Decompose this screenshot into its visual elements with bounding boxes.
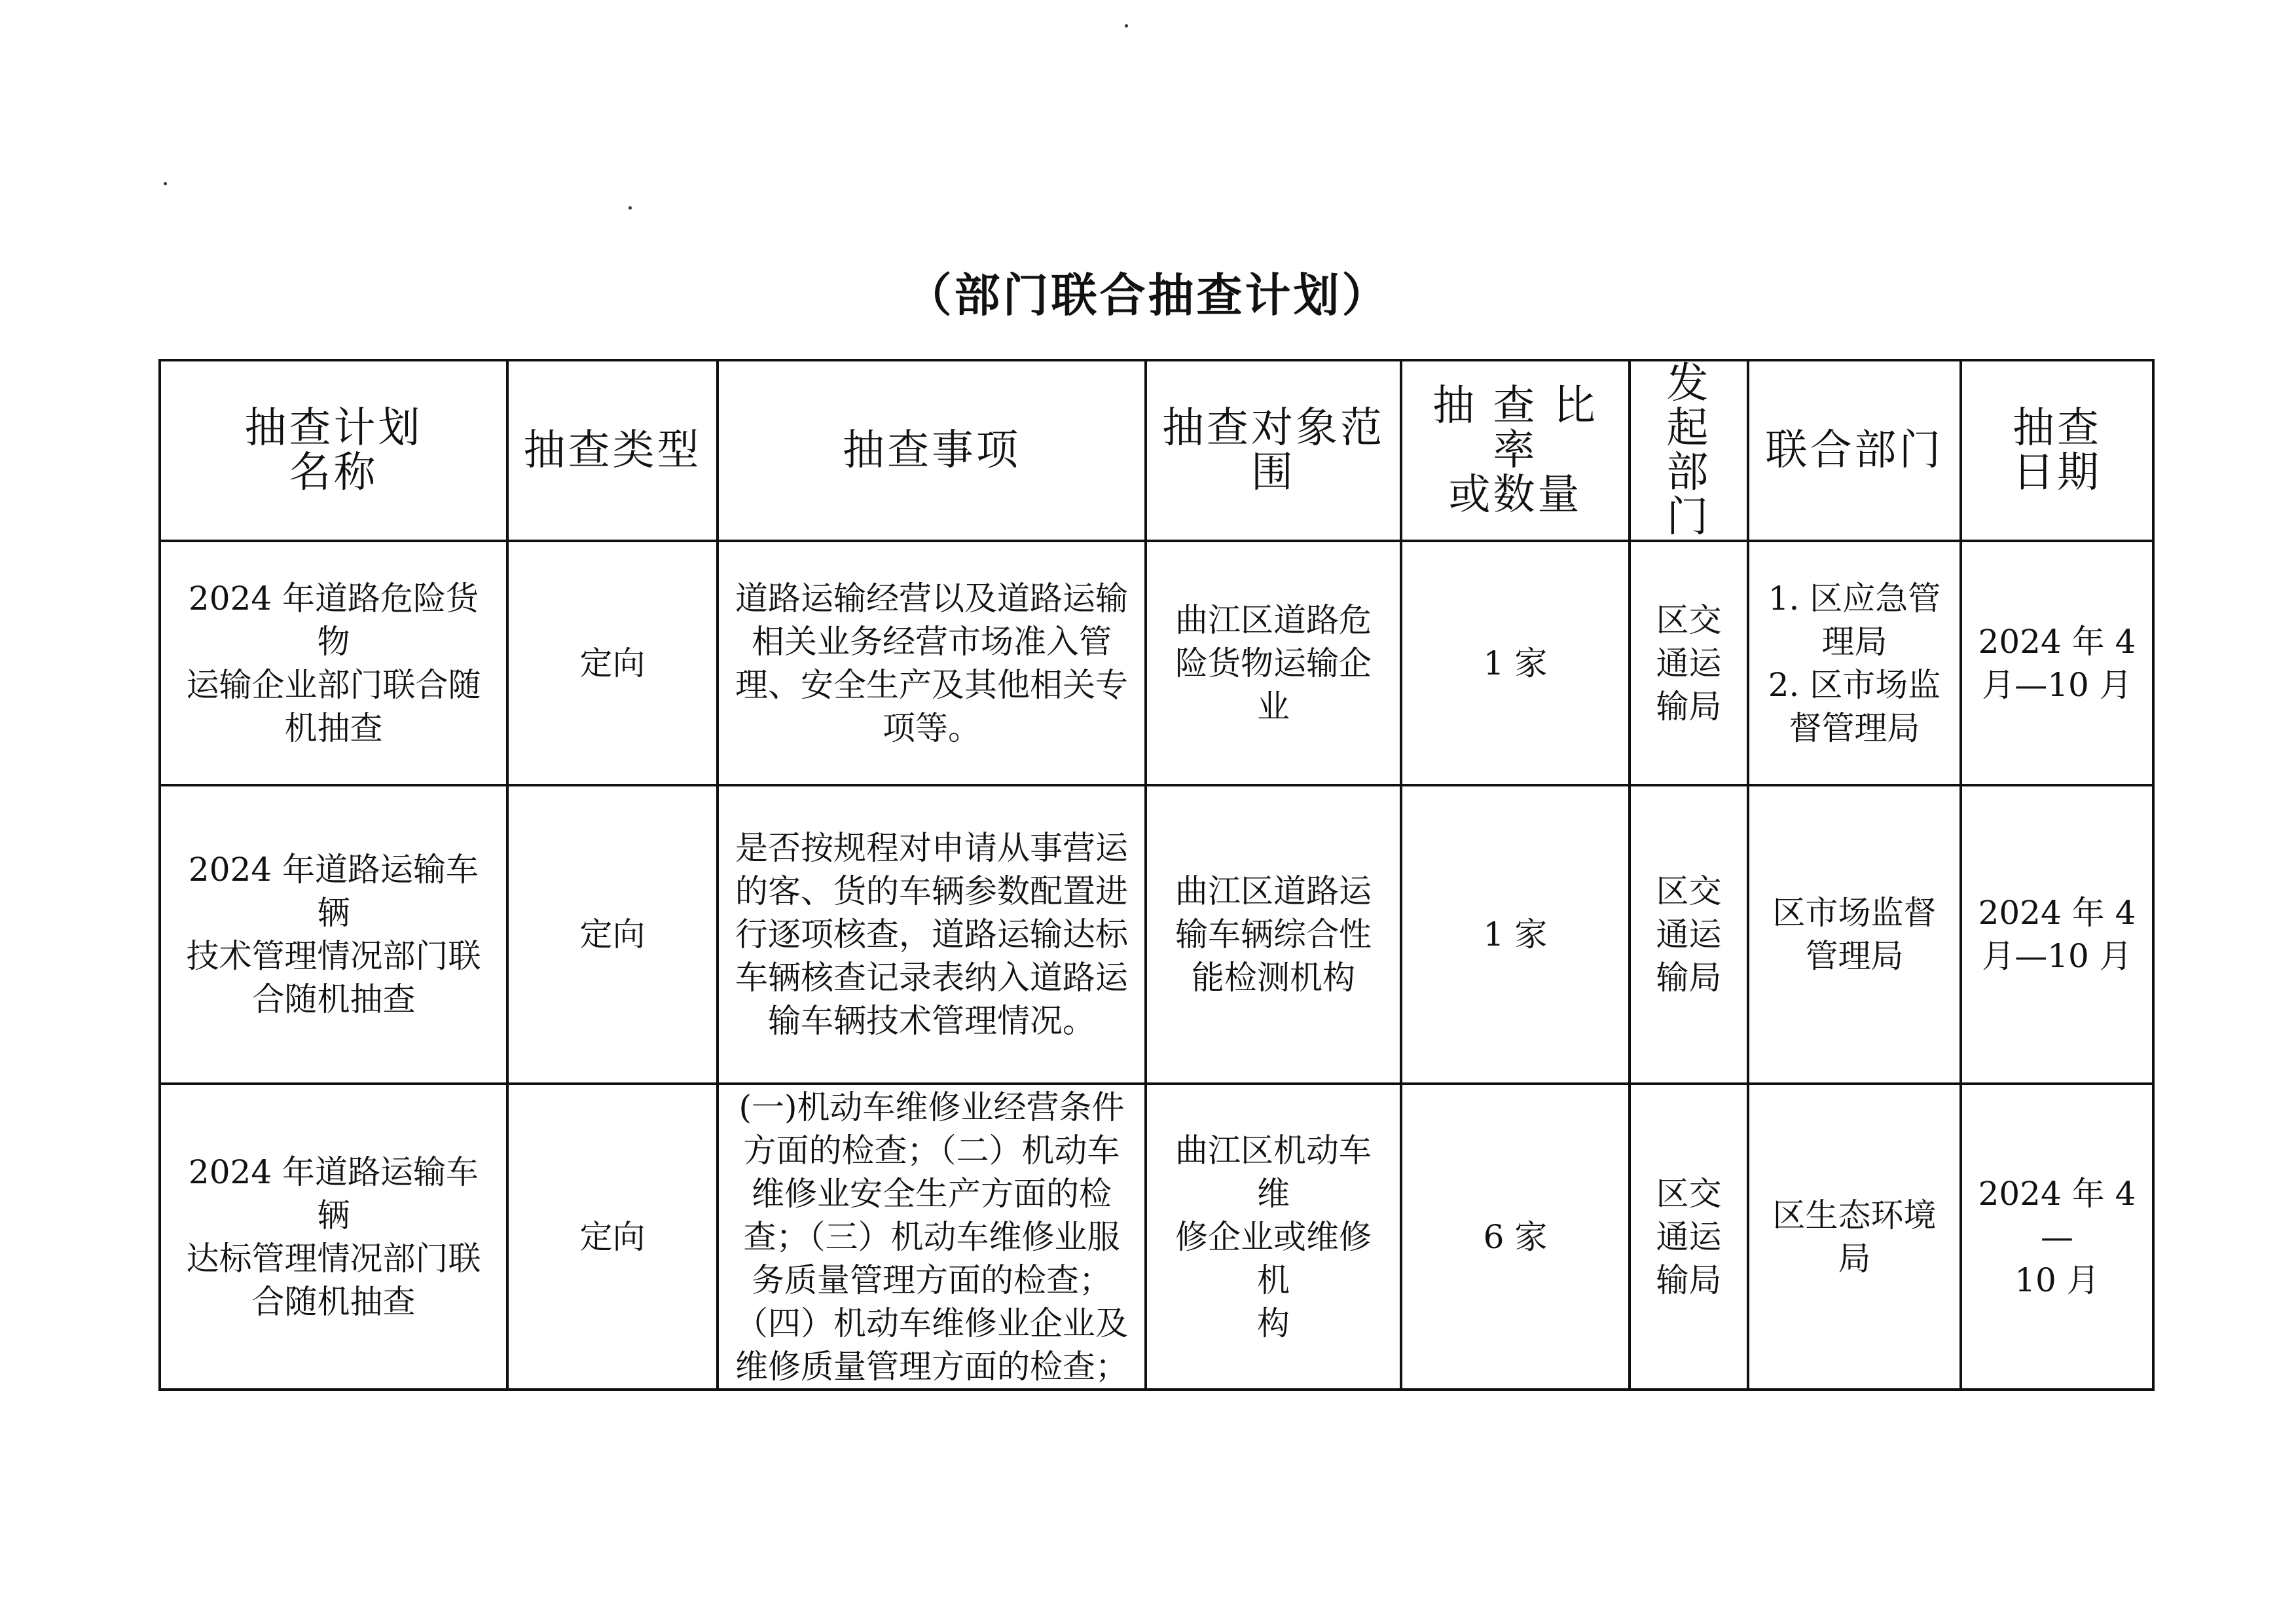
quantity-cell: 6 家 <box>1401 1084 1630 1390</box>
table-row <box>160 541 2153 785</box>
scope-cell: 曲江区道路运 输车辆综合性 能检测机构 <box>1146 785 1401 1084</box>
scan-speck <box>164 182 167 185</box>
scan-speck <box>1125 24 1128 28</box>
initiator-cell: 区交 通运 输局 <box>1630 785 1748 1084</box>
partners-cell: 区市场监督 管理局 <box>1748 785 1961 1084</box>
date-cell: 2024 年 4— 10 月 <box>1961 1084 2153 1390</box>
date-cell: 2024 年 4 月—10 月 <box>1961 785 2153 1084</box>
header-type: 抽查类型 <box>507 360 718 541</box>
date-cell: 2024 年 4 月—10 月 <box>1961 541 2153 785</box>
table-row <box>160 1084 2153 1390</box>
header-partners: 联合部门 <box>1748 360 1961 541</box>
header-initiator: 发起 部门 <box>1630 360 1748 541</box>
partners-cell: 1. 区应急管 理局 2. 区市场监 督管理局 <box>1748 541 1961 785</box>
items-cell: 是否按规程对申请从事营运 的客、货的车辆参数配置进 行逐项核查，道路运输达标 车辆核查记录表纳入道路运 输车辆技术管理情况。 <box>718 785 1146 1084</box>
header-items: 抽查事项 <box>718 360 1146 541</box>
items-cell: (一)机动车维修业经营条件 方面的检查；（二）机动车 维修业安全生产方面的检 查；（三）机动车维修业服 务质量管理方面的检查； （四）机动车维修业企业及 维修质量管理方面的检查； <box>718 1084 1146 1390</box>
header-scope: 抽查对象范 围 <box>1146 360 1401 541</box>
initiator-cell: 区交 通运 输局 <box>1630 1084 1748 1390</box>
header-row <box>160 360 2153 541</box>
plan-name-cell: 2024 年道路运输车辆 达标管理情况部门联 合随机抽查 <box>160 1084 507 1390</box>
type-cell: 定向 <box>507 785 718 1084</box>
scope-cell: 曲江区机动车维 修企业或维修机 构 <box>1146 1084 1401 1390</box>
partners-cell: 区生态环境局 <box>1748 1084 1961 1390</box>
quantity-cell: 1 家 <box>1401 785 1630 1084</box>
header-date: 抽查 日期 <box>1961 360 2153 541</box>
header-plan-name: 抽查计划 名称 <box>160 360 507 541</box>
items-cell: 道路运输经营以及道路运输 相关业务经营市场准入管 理、安全生产及其他相关专 项等。 <box>718 541 1146 785</box>
type-cell: 定向 <box>507 1084 718 1390</box>
table-row <box>160 785 2153 1084</box>
plan-name-cell: 2024 年道路危险货物 运输企业部门联合随 机抽查 <box>160 541 507 785</box>
page-title: （部门联合抽查计划） <box>905 268 1391 322</box>
plan-name-cell: 2024 年道路运输车辆 技术管理情况部门联 合随机抽查 <box>160 785 507 1084</box>
header-quantity: 抽 查 比 率 或数量 <box>1401 360 1630 541</box>
inspection-plan-table <box>158 359 2155 1391</box>
initiator-cell: 区交 通运 输局 <box>1630 541 1748 785</box>
type-cell: 定向 <box>507 541 718 785</box>
quantity-cell: 1 家 <box>1401 541 1630 785</box>
scan-speck <box>629 206 632 210</box>
scope-cell: 曲江区道路危 险货物运输企 业 <box>1146 541 1401 785</box>
